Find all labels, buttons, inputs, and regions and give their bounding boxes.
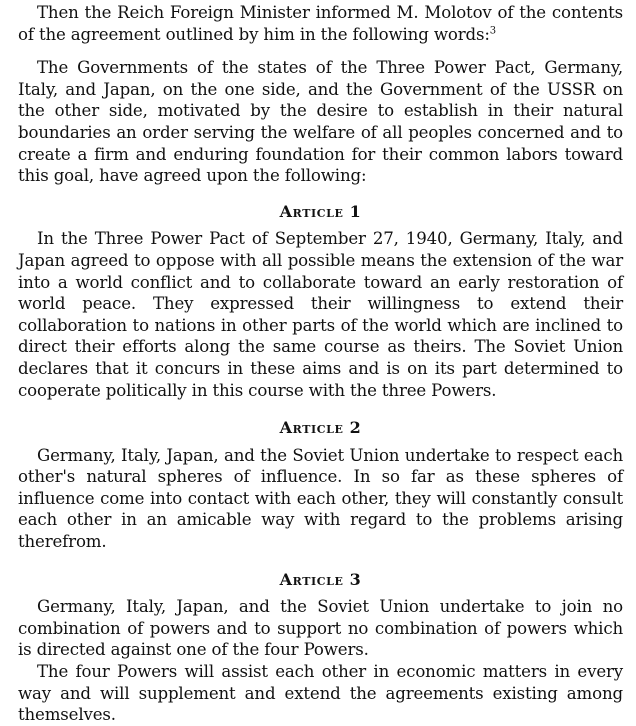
intro-text: Then the Reich Foreign Minister informed M. Molotov of the contents of the agreement outlined by him in the following words:	[18, 3, 623, 44]
article-2-text: Germany, Italy, Japan, and the Soviet Union undertake to respect each other's natural spheres of influence. In so far as these spheres of influence come into contact with each other, they will constantly consult each other in an amicable way with regard to the problems arising therefrom.	[18, 445, 623, 552]
article-3-heading: Article 3	[279, 569, 362, 589]
article-2-heading: Article 2	[279, 418, 362, 438]
article-3-text-2: The four Powers will assist each other in economic matters in every way and will supplement and extend the agreements existing among themselves.	[18, 662, 623, 725]
article-1-text: In the Three Power Pact of September 27, 1940, Germany, Italy, and Japan agreed to oppose with all possible means the extension of the war into a world conflict and to collaborate toward an early restoration of world peace. They expressed their willingness to extend their collaboration to nations in other parts of the world which are inclined to direct their efforts along the same course as theirs. The Soviet Union declares that it concurs in these aims and is on its part determined to cooperate politically in this course with the three Powers.	[18, 229, 623, 400]
article-1-heading: Article 1	[279, 201, 362, 221]
footnote-reference[interactable]: 3	[489, 25, 496, 37]
preamble-paragraph: The Governments of the states of the Three Power Pact, Germany, Italy, and Japan, on the one side, and the Government of the USSR on the other side, motivated by the desire to establish in their natural boundaries an order serving the welfare of all peoples concerned and to create a firm and enduring foundation for their common labors toward this goal, have agreed upon the following:	[18, 58, 623, 186]
document-page	[18, 2, 623, 726]
intro-paragraph	[18, 2, 623, 45]
article-3-text-1: Germany, Italy, Japan, and the Soviet Union undertake to join no combination of powers and to support no combination of powers which is directed against one of the four Powers.	[18, 597, 623, 660]
